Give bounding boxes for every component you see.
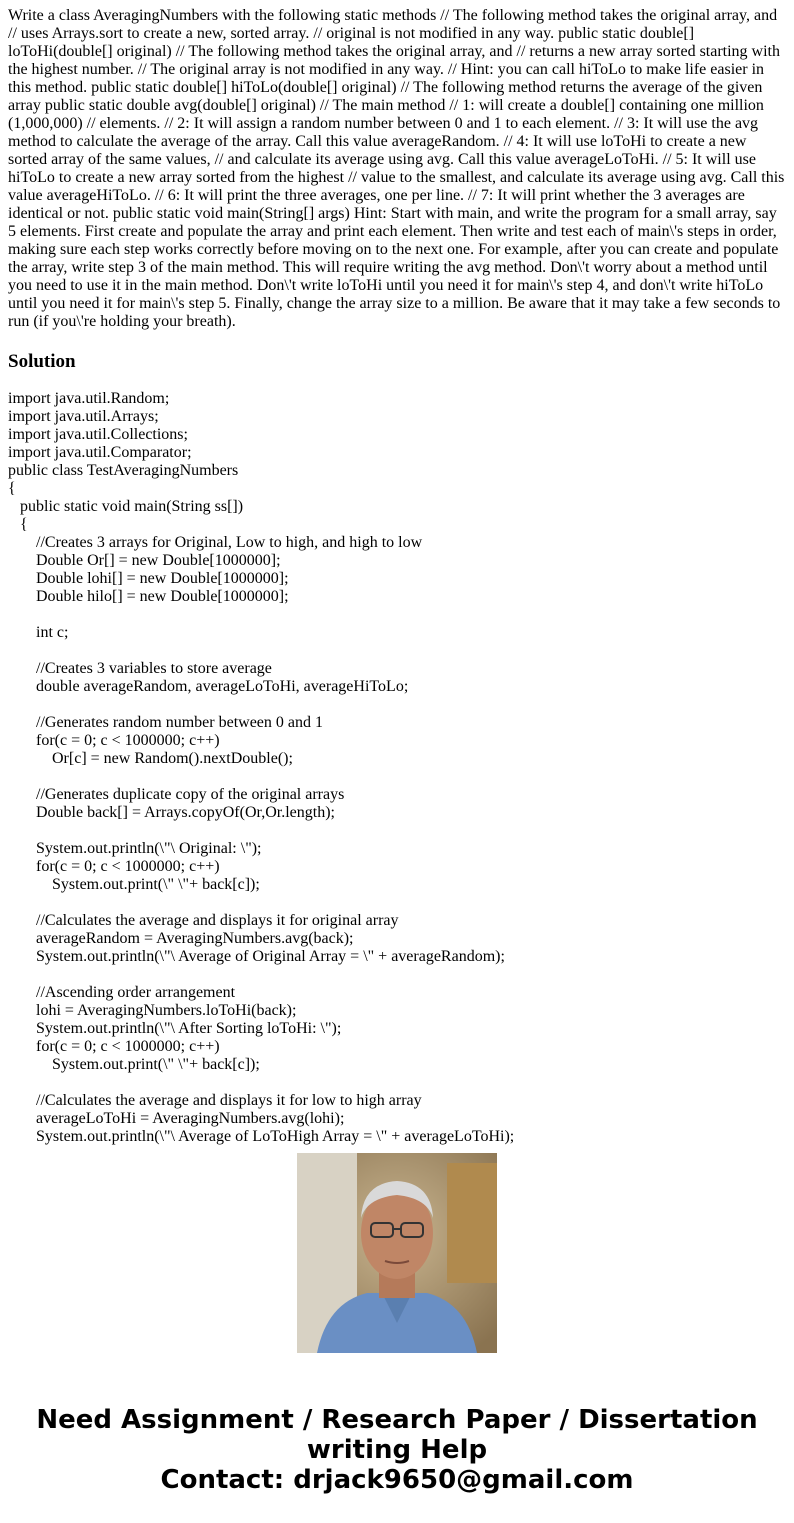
code-line (8, 966, 786, 984)
code-line (8, 768, 786, 786)
code-line: Double hilo[] = new Double[1000000]; (8, 588, 289, 605)
code-line: averageLoToHi = AveragingNumbers.avg(lohi); (8, 1110, 345, 1127)
code-line: //Calculates the average and displays it for low to high array (8, 1092, 422, 1109)
code-line: System.out.println(\"\ Average of Original Array = \" + averageRandom); (8, 948, 505, 965)
promo-line-1: Need Assignment / Research Paper / Dissertation (36, 1405, 758, 1435)
code-line: System.out.print(\" \"+ back[c]); (8, 876, 260, 893)
code-line: for(c = 0; c < 1000000; c++) (8, 732, 220, 749)
code-line: //Creates 3 variables to store average (8, 660, 272, 677)
code-line (8, 1074, 786, 1092)
code-line: { (8, 480, 16, 497)
document-content (8, 7, 786, 373)
question-text: Write a class AveragingNumbers with the following static methods // The following method takes the original array, and // uses Arrays.sort to create a new, sorted array. // original is not modified in any way. public static double[] loToHi(double[] original) // The following method takes the original array, and // returns a new array sorted starting with the highest number. // The original array is not modified in any way. // Hint: you can call hiToLo to make life easier in this method. public static double[] hiToLo(double[] original) // The following method returns the average of the given array public static double avg(double[] original) // The main method // 1: will create a double[] containing one million (1,000,000) // elements. // 2: It will assign a random number between 0 and 1 to each element. // 3: It will use the avg method to calculate the average of the array. Call this value averageRandom. // 4: It will use loToHi to create a new sorted array of the same values, // and calculate its average using avg. Call this value averageLoToHi. // 5: It will use hiToLo to create a new array sorted from the highest // value to the smallest, and calculate its average using avg. Call this value averageHiToLo. // 6: It will print the three averages, one per line. // 7: It will print whether the 3 averages are identical or not. public static void main(String[] args) Hint: Start with main, and write the program for a small array, say 5 elements. First create and populate the array and print each element. Then write and test each of main\'s steps in order, making sure each step works correctly before moving on to the next one. For example, after you can create and populate the array, write step 3 of the main method. This will require writing the avg method. Don\'t worry about a method until you need to use it in the main method. Don\'t write loToHi until you need it for main\'s step 4, and don\'t write hiToLo until you need it for main\'s step 5. Finally, change the array size to a million. Be aware that it may take a few seconds to run (if you\'re holding your breath). (8, 7, 785, 330)
promo-line-2: writing Help (306, 1435, 488, 1465)
code-line: public class TestAveragingNumbers (8, 462, 239, 479)
code-line (8, 606, 786, 624)
code-line: //Creates 3 arrays for Original, Low to high, and high to low (8, 534, 423, 551)
solution-code-block (8, 390, 786, 1145)
code-line: { (8, 516, 28, 533)
code-line: int c; (8, 624, 69, 641)
code-line: averageRandom = AveragingNumbers.avg(back); (8, 930, 354, 947)
code-line: //Generates random number between 0 and 1 (8, 714, 324, 731)
code-line (8, 696, 786, 714)
author-avatar (297, 1153, 497, 1353)
code-line: Double back[] = Arrays.copyOf(Or,Or.length); (8, 804, 335, 821)
code-line: Or[c] = new Random().nextDouble(); (8, 750, 293, 767)
code-line: import java.util.Arrays; (8, 408, 159, 425)
code-line: System.out.println(\"\ Original: \"); (8, 840, 262, 857)
code-line: import java.util.Comparator; (8, 444, 192, 461)
code-line: //Ascending order arrangement (8, 984, 236, 1001)
author-portrait-image (297, 1153, 497, 1353)
code-line: public static void main(String ss[]) (8, 498, 244, 515)
code-line: lohi = AveragingNumbers.loToHi(back); (8, 1002, 297, 1019)
solution-heading: Solution (8, 351, 76, 372)
code-line: //Generates duplicate copy of the original arrays (8, 786, 345, 803)
code-line (8, 642, 786, 660)
code-line: import java.util.Collections; (8, 426, 188, 443)
code-line: double averageRandom, averageLoToHi, averageHiToLo; (8, 678, 409, 695)
code-line: Double lohi[] = new Double[1000000]; (8, 570, 289, 587)
code-line: import java.util.Random; (8, 390, 170, 407)
code-line (8, 822, 786, 840)
code-line (8, 894, 786, 912)
code-line: Double Or[] = new Double[1000000]; (8, 552, 281, 569)
promo-contact: Contact: drjack9650@gmail.com (160, 1465, 634, 1495)
code-line: for(c = 0; c < 1000000; c++) (8, 858, 220, 875)
code-line: System.out.println(\"\ After Sorting loToHi: \"); (8, 1020, 342, 1037)
code-line: //Calculates the average and displays it for original array (8, 912, 399, 929)
code-line: for(c = 0; c < 1000000; c++) (8, 1038, 220, 1055)
promo-banner (0, 1405, 794, 1495)
code-line: System.out.println(\"\ Average of LoToHigh Array = \" + averageLoToHi); (8, 1128, 515, 1145)
code-line: System.out.print(\" \"+ back[c]); (8, 1056, 260, 1073)
